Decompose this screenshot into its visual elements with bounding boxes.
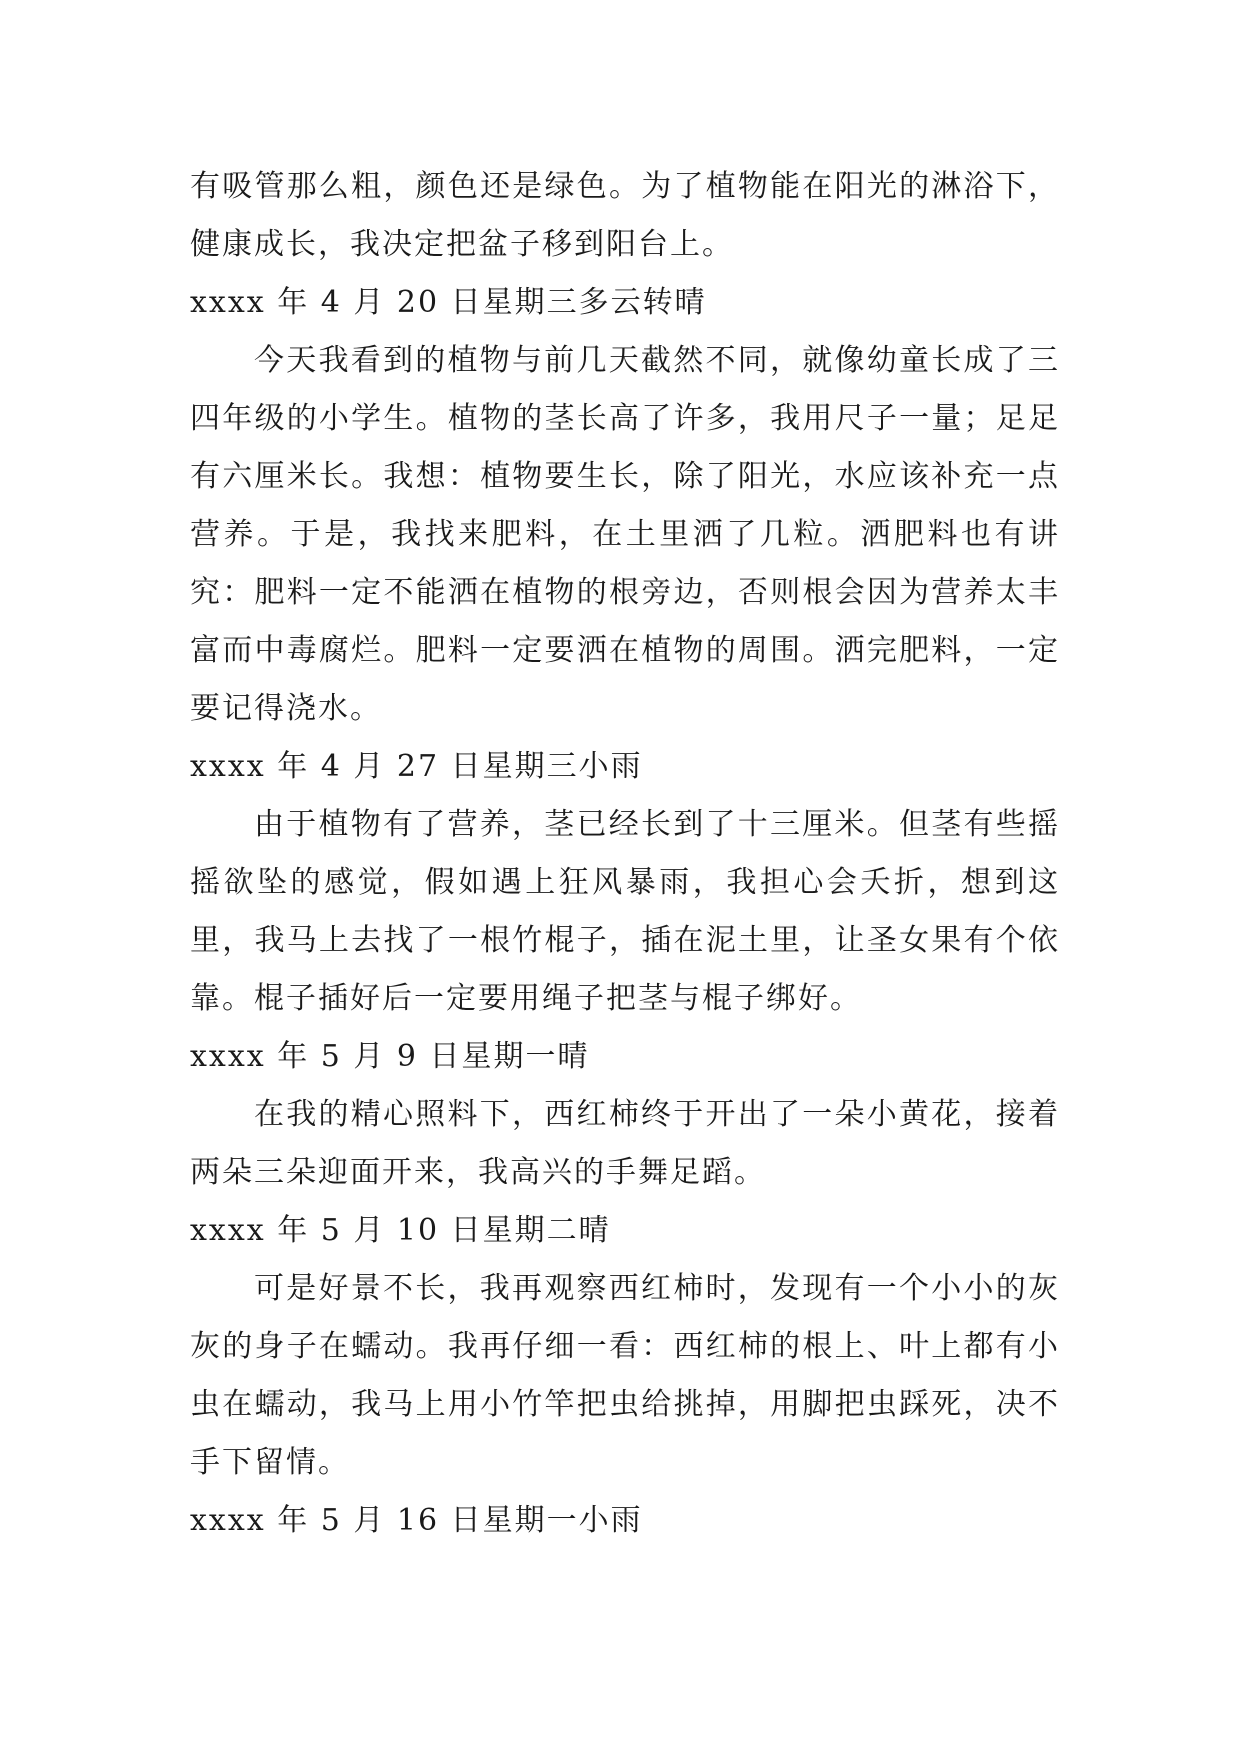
diary-date-heading: xxxx 年 4 月 27 日星期三小雨 [190,749,643,784]
paragraph-entry: 由于植物有了营养，茎已经长到了十三厘米。但茎有些摇摇欲坠的感觉，假如遇上狂风暴雨，我担心会夭折，想到这里，我马上去找了一根竹棍子，插在泥土里，让圣女果有个依靠。棍子插好后一定要用绳子把茎与棍子绑好。 [190,807,1060,1016]
diary-date-heading: xxxx 年 5 月 16 日星期一小雨 [190,1503,643,1538]
document-body [190,158,1060,1550]
paragraph-intro: 有吸管那么粗，颜色还是绿色。为了植物能在阳光的淋浴下，健康成长，我决定把盆子移到阳台上。 [190,169,1060,262]
paragraph-entry: 今天我看到的植物与前几天截然不同，就像幼童长成了三四年级的小学生。植物的茎长高了许多，我用尺子一量；足足有六厘米长。我想：植物要生长，除了阳光，水应该补充一点营养。于是，我找来肥料，在土里洒了几粒。洒肥料也有讲究：肥料一定不能洒在植物的根旁边，否则根会因为营养太丰富而中毒腐烂。肥料一定要洒在植物的周围。洒完肥料，一定要记得浇水。 [190,343,1060,726]
paragraph-entry: 可是好景不长，我再观察西红柿时，发现有一个小小的灰灰的身子在蠕动。我再仔细一看：西红柿的根上、叶上都有小虫在蠕动，我马上用小竹竿把虫给挑掉，用脚把虫踩死，决不手下留情。 [190,1271,1060,1480]
diary-date-heading: xxxx 年 5 月 9 日星期一晴 [190,1039,590,1074]
diary-date-heading: xxxx 年 5 月 10 日星期二晴 [190,1213,611,1248]
diary-date-heading: xxxx 年 4 月 20 日星期三多云转晴 [190,285,707,320]
paragraph-entry: 在我的精心照料下，西红柿终于开出了一朵小黄花，接着两朵三朵迎面开来，我高兴的手舞足蹈。 [190,1097,1060,1190]
